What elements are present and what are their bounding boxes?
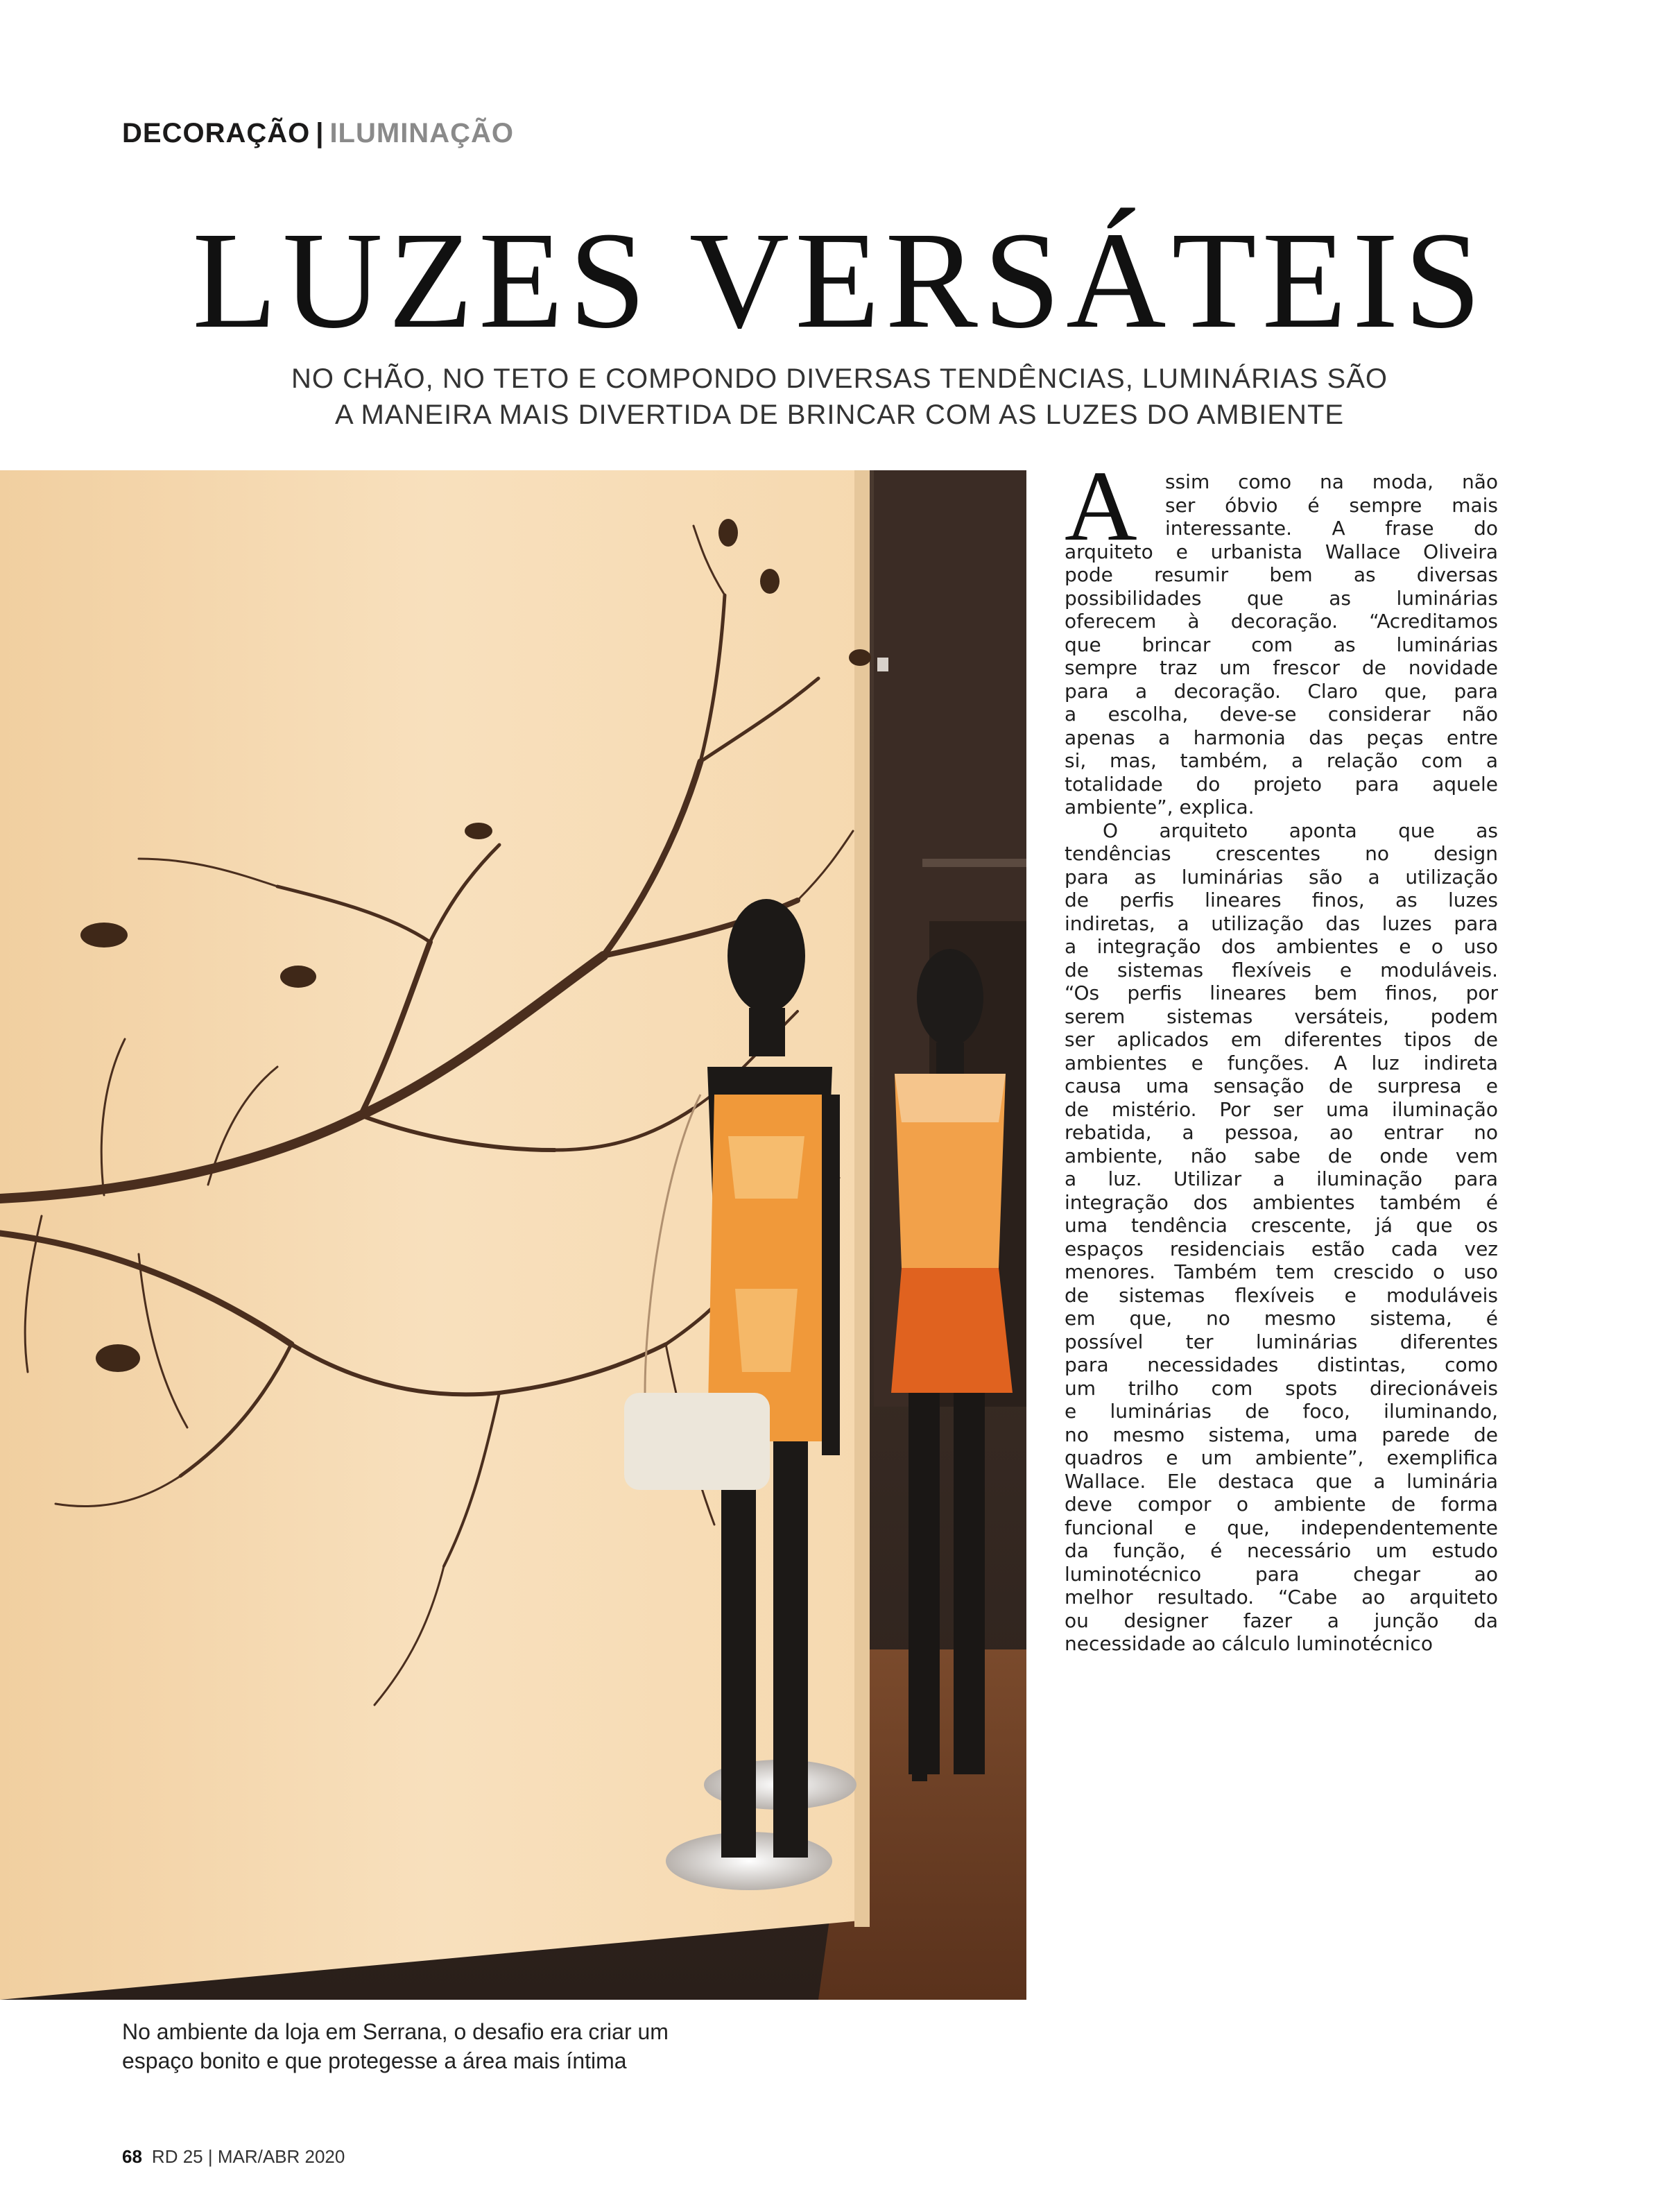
article-line: para necessidades distintas, como — [1065, 1353, 1498, 1376]
section-separator: | — [316, 118, 325, 148]
feature-photo — [0, 470, 1026, 2000]
article-line: serem sistemas versáteis, podem — [1065, 1004, 1498, 1028]
article-title: LUZES VERSÁTEIS — [192, 204, 1487, 357]
door-frame — [922, 859, 1026, 867]
article-line: totalidade do projeto para aquele — [1065, 772, 1498, 796]
section-tag — [122, 112, 514, 154]
caption-line: espaço bonito e que protegesse a área mais íntima — [122, 2048, 627, 2073]
ceiling-spot — [877, 658, 888, 671]
section-primary: DECORAÇÃO — [122, 118, 311, 148]
article-line: no mesmo sistema, uma parede de — [1065, 1423, 1498, 1446]
article-line: espaços residenciais estão cada vez — [1065, 1237, 1498, 1260]
article-line: pode resumir bem as diversas — [1065, 563, 1498, 586]
article-line: a escolha, deve-se considerar não — [1065, 703, 1498, 726]
article-line: menores. Também tem crescido o uso — [1065, 1260, 1498, 1283]
caption-line: No ambiente da loja em Serrana, o desafio era criar um — [122, 2019, 669, 2044]
article-line: luminotécnico para chegar ao — [1065, 1562, 1498, 1586]
issue-info: RD 25 | MAR/ABR 2020 — [151, 2146, 345, 2167]
article-line: “Os perfis lineares bem finos, por — [1065, 981, 1498, 1004]
article-line: de sistemas flexíveis e moduláveis. — [1065, 958, 1498, 981]
article-line: oferecem à decoração. “Acreditamos — [1065, 610, 1498, 633]
bird — [465, 823, 492, 839]
article-line: arquiteto e urbanista Wallace Oliveira — [1065, 540, 1498, 563]
article-line: para a decoração. Claro que, para — [1065, 679, 1498, 703]
article-line: ambiente”, explica. — [1065, 796, 1255, 818]
article-line: a luz. Utilizar a iluminação para — [1065, 1167, 1498, 1190]
article-line: melhor resultado. “Cabe ao arquiteto — [1065, 1586, 1498, 1609]
article-line: que brincar com as luminárias — [1065, 633, 1498, 656]
article-line: possível ter luminárias diferentes — [1065, 1330, 1498, 1353]
article-line: uma tendência crescente, já que os — [1065, 1214, 1498, 1237]
article-line: quadros e um ambiente”, exemplifica — [1065, 1446, 1498, 1469]
bird — [760, 569, 780, 594]
article-line: integração dos ambientes também é — [1065, 1190, 1498, 1214]
article-line: em que, no mesmo sistema, é — [1065, 1307, 1498, 1330]
article-body — [1065, 451, 1498, 1656]
bird — [80, 923, 128, 948]
article-line: possibilidades que as luminárias — [1065, 586, 1498, 610]
bird — [280, 966, 316, 988]
page-number: 68 — [122, 2146, 142, 2167]
article-line: ou designer fazer a junção da — [1065, 1609, 1498, 1632]
bird — [718, 519, 738, 547]
bird — [849, 649, 871, 666]
article-line: de sistemas flexíveis e moduláveis — [1065, 1283, 1498, 1307]
photo-illustration — [0, 470, 1026, 2000]
article-line: sempre traz um frescor de novidade — [1065, 656, 1498, 679]
drop-cap: A — [1065, 451, 1137, 562]
article-line: e luminárias de foco, iluminando, — [1065, 1400, 1498, 1423]
article-line: para as luminárias são a utilização — [1065, 865, 1498, 889]
article-line: ssim como na moda, não — [1165, 470, 1498, 493]
article-line: funcional e que, independentemente — [1065, 1516, 1498, 1539]
article-line: interessante. A frase do — [1165, 517, 1498, 540]
article-line: ser aplicados em diferentes tipos de — [1065, 1028, 1498, 1051]
subtitle-line: NO CHÃO, NO TETO E COMPONDO DIVERSAS TENDÊNCIAS, LUMINÁRIAS SÃO — [291, 363, 1388, 394]
article-line: ser óbvio é sempre mais — [1165, 493, 1498, 517]
photo-caption — [122, 2017, 1024, 2075]
article-line: apenas a harmonia das peças entre — [1065, 726, 1498, 749]
article-line: a integração dos ambientes e o uso — [1065, 935, 1498, 958]
article-line: rebatida, a pessoa, ao entrar no — [1065, 1121, 1498, 1144]
article-line: causa uma sensação de surpresa e — [1065, 1074, 1498, 1097]
article-line: indiretas, a utilização das luzes para — [1065, 911, 1498, 935]
article-line: tendências crescentes no design — [1065, 842, 1498, 865]
section-secondary: ILUMINAÇÃO — [329, 118, 514, 148]
article-line: da função, é necessário um estudo — [1065, 1539, 1498, 1562]
article-line: de perfis lineares finos, as luzes — [1065, 889, 1498, 911]
article-line: Wallace. Ele destaca que a luminária — [1065, 1469, 1498, 1493]
article-line: um trilho com spots direcionáveis — [1065, 1376, 1498, 1400]
article-line: deve compor o ambiente de forma — [1065, 1493, 1498, 1516]
article-line: ambiente, não sabe de onde vem — [1065, 1144, 1498, 1167]
article-line: O arquiteto aponta que as — [1103, 818, 1498, 842]
page-footer — [122, 2145, 345, 2168]
article-line: de mistério. Por ser uma iluminação — [1065, 1097, 1498, 1121]
white-handbag — [624, 1393, 770, 1490]
wall-edge — [854, 470, 870, 1927]
article-line: si, mas, também, a relação com a — [1065, 749, 1498, 772]
bird — [96, 1344, 140, 1372]
article-line: ambientes e funções. A luz indireta — [1065, 1051, 1498, 1074]
article-subtitle — [0, 361, 1679, 433]
subtitle-line: A MANEIRA MAIS DIVERTIDA DE BRINCAR COM AS LUZES DO AMBIENTE — [334, 400, 1345, 430]
article-line: necessidade ao cálculo luminotécnico — [1065, 1632, 1433, 1655]
